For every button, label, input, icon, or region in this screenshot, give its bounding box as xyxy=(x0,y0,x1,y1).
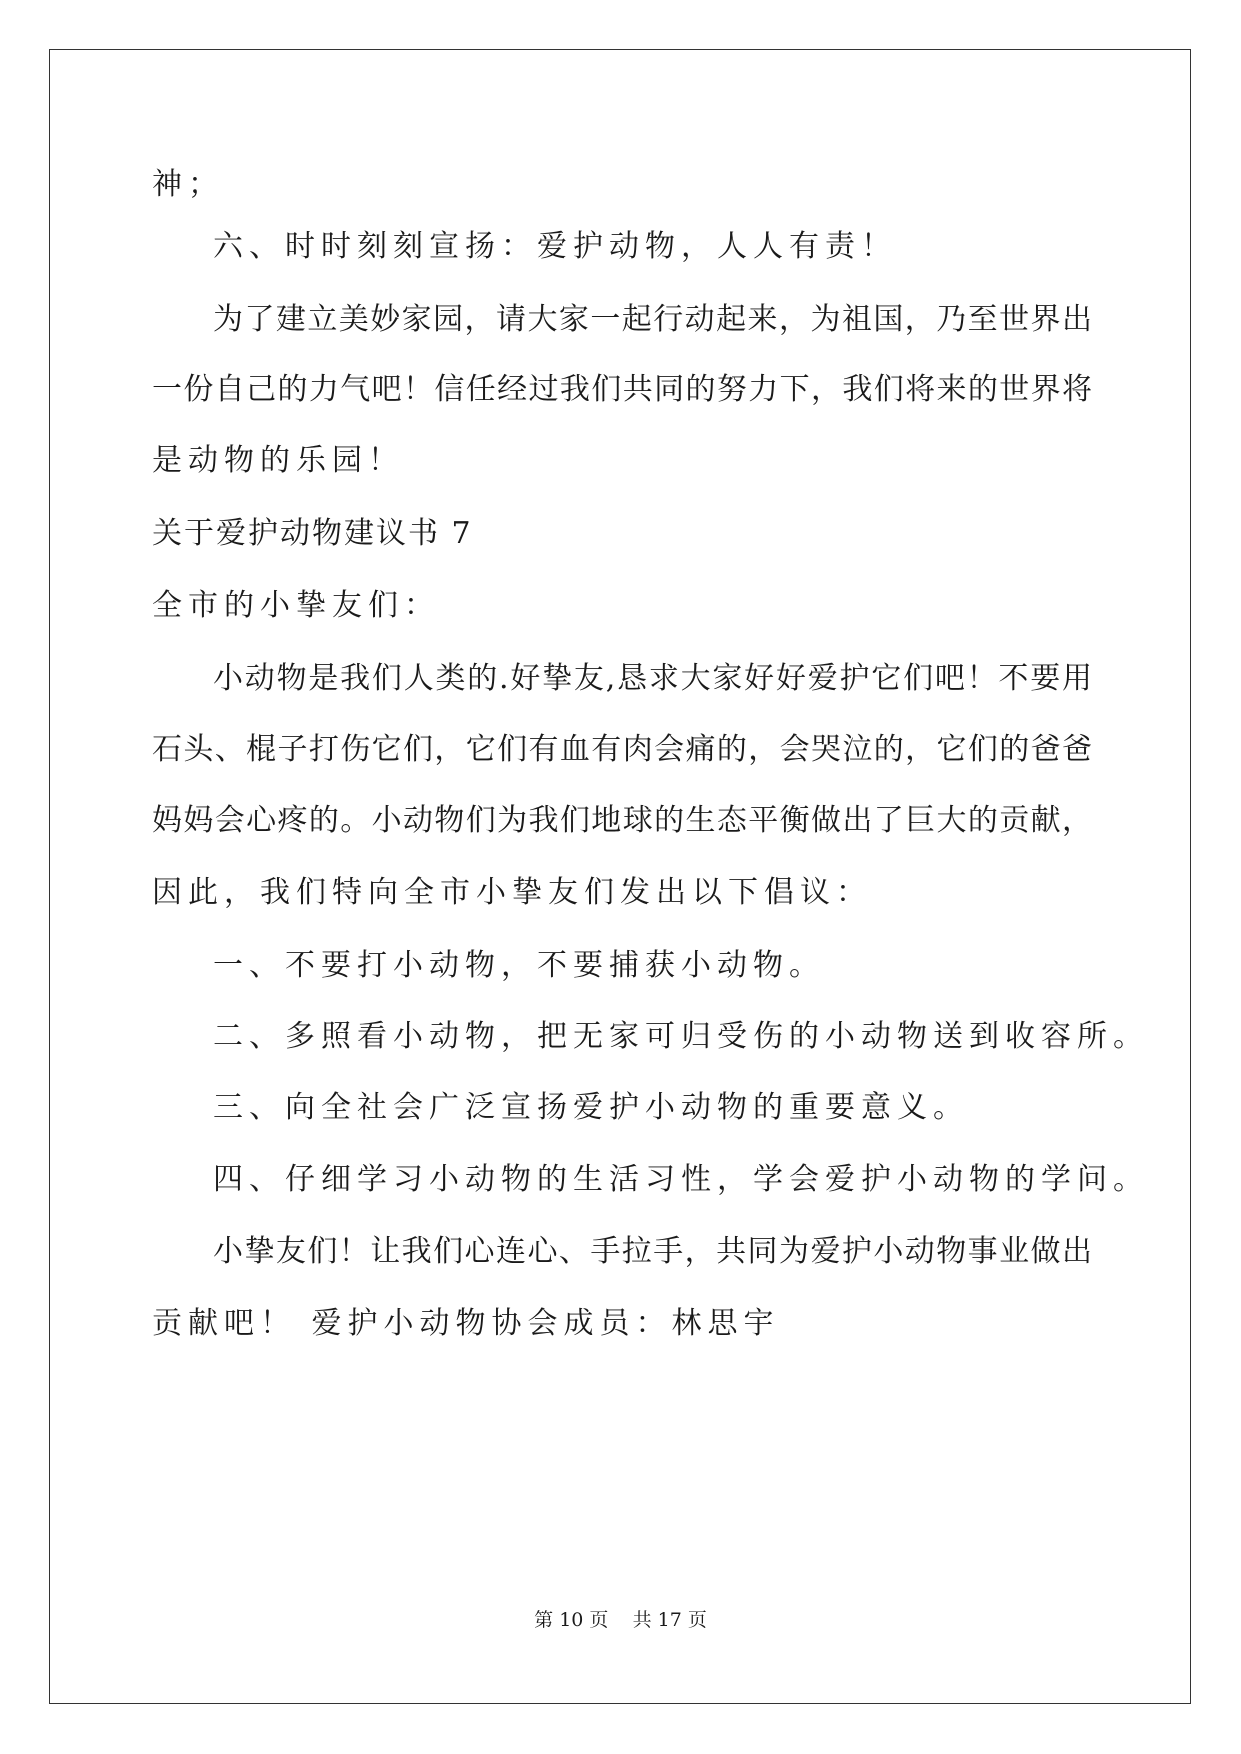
page-number-footer: 第 10 页 共 17 页 xyxy=(534,1609,707,1631)
text-line: 小挚友们！让我们心连心、手拉手，共同为爱护小动物事业做出 xyxy=(213,1234,1092,1269)
text-line: 六、时时刻刻宣扬：爱护动物，人人有责！ xyxy=(213,229,897,264)
salutation: 全市的小挚友们： xyxy=(152,588,440,623)
text-line: 小动物是我们人类的.好挚友,恳求大家好好爱护它们吧！不要用 xyxy=(213,661,1092,696)
signature-line: 贡献吧！ 爱护小动物协会成员：林思宇 xyxy=(152,1306,780,1341)
text-line: 是动物的乐园！ xyxy=(152,443,404,478)
text-line: 为了建立美妙家园，请大家一起行动起来，为祖国，乃至世界出 xyxy=(213,302,1092,337)
text-line: 妈妈会心疼的。小动物们为我们地球的生态平衡做出了巨大的贡献， xyxy=(152,803,1092,838)
list-item: 一、不要打小动物，不要捕获小动物。 xyxy=(213,948,825,983)
list-item: 三、向全社会广泛宣扬爱护小动物的重要意义。 xyxy=(213,1090,969,1125)
list-item: 二、多照看小动物，把无家可归受伤的小动物送到收容所。 xyxy=(213,1019,1149,1054)
text-line: 石头、棍子打伤它们，它们有血有肉会痛的，会哭泣的，它们的爸爸 xyxy=(152,732,1092,767)
section-heading: 关于爱护动物建议书 7 xyxy=(152,516,473,551)
text-line: 因此，我们特向全市小挚友们发出以下倡议： xyxy=(152,875,872,910)
list-item: 四、仔细学习小动物的生活习性，学会爱护小动物的学问。 xyxy=(213,1162,1149,1197)
text-line: 神； xyxy=(152,167,224,202)
text-line: 一份自己的力气吧！信任经过我们共同的努力下，我们将来的世界将 xyxy=(152,372,1092,407)
